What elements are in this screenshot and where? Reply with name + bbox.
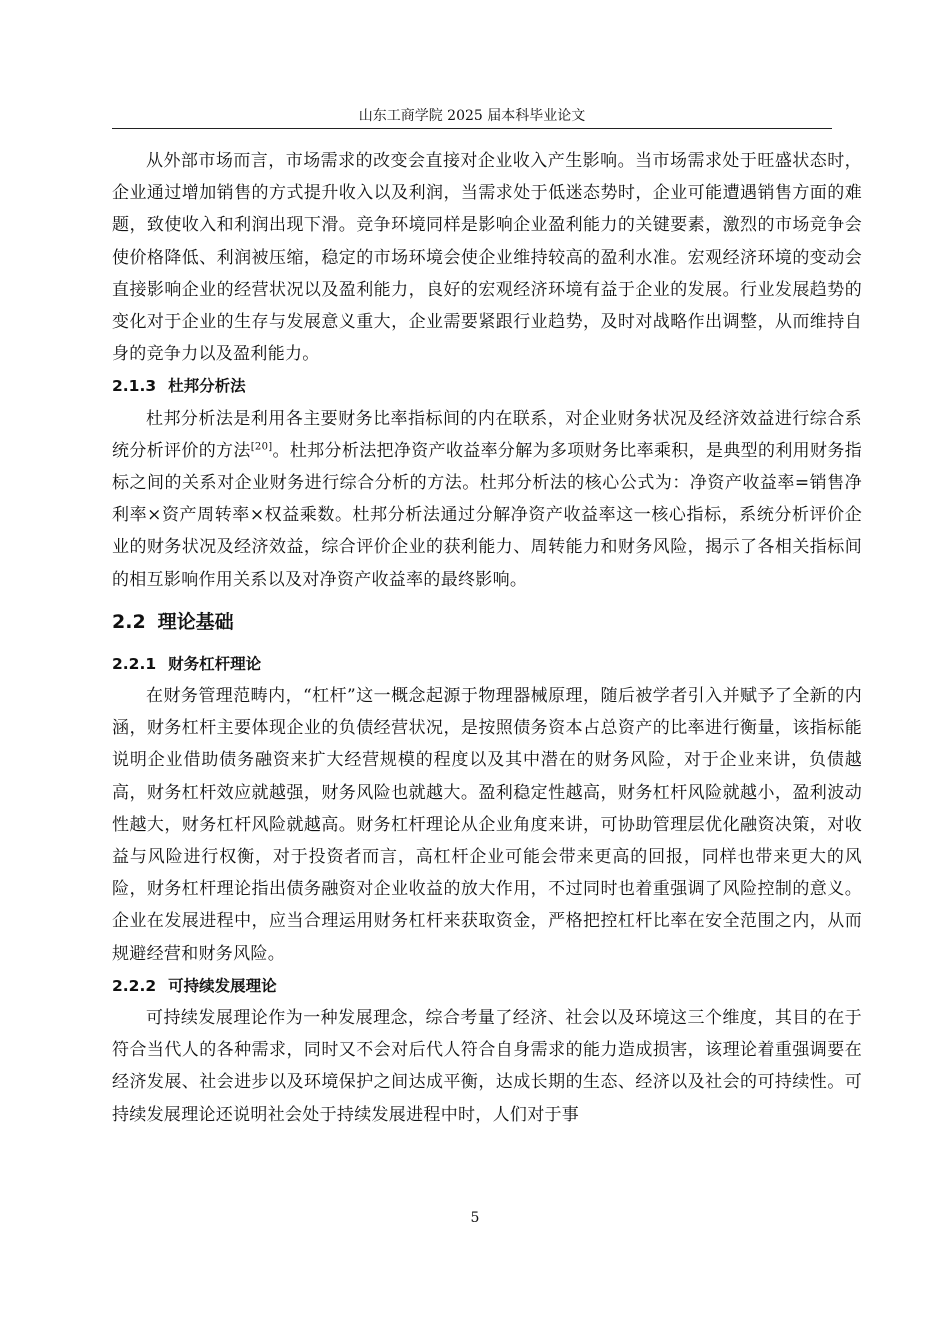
section-heading-2-2-2 <box>112 970 862 1002</box>
paragraph-text: 。杜邦分析法把净资产收益率分解为多项财务比率乘积，是典型的利用财务指标之间的关系对企业财务进行综合分析的方法。杜邦分析法的核心公式为：净资产收益率=销售净利率×资产周转率×权益乘数。杜邦分析法通过分解净资产收益率这一核心指标，系统分析评价企业的财务状况及经济效益，综合评价企业的获利能力、周转能力和财务风险，揭示了各相关指标间的相互影响作用关系以及对净资产收益率的最终影响。 <box>112 440 862 590</box>
page-number: 5 <box>470 1210 480 1226</box>
section-title: 理论基础 <box>157 610 234 633</box>
section-number: 2.2.1 <box>112 654 157 673</box>
running-header: 山东工商学院 2025 届本科毕业论文 <box>358 108 586 124</box>
section-heading-2-2 <box>112 604 862 640</box>
section-heading-2-2-1 <box>112 648 862 680</box>
section-title: 可持续发展理论 <box>168 976 277 995</box>
section-title: 财务杠杆理论 <box>168 654 262 673</box>
section-number: 2.1.3 <box>112 377 157 396</box>
paragraph-text: 杜邦分析法是利用各主要财务比率指标间的内在联系，对企业财务状况及经济效益进行综合系统分析评价的方法 <box>112 408 862 461</box>
section-heading-2-1-3 <box>112 370 862 402</box>
citation-reference: [20] <box>250 441 273 453</box>
section-title: 杜邦分析法 <box>168 377 246 396</box>
paragraph-market-environment: 从外部市场而言，市场需求的改变会直接对企业收入产生影响。当市场需求处于旺盛状态时，企业通过增加销售的方式提升收入以及利润，当需求处于低迷态势时，企业可能遭遇销售方面的难题，致使收入和利润出现下滑。竞争环境同样是影响企业盈利能力的关键要素，激烈的市场竞争会使价格降低、利润被压缩，稳定的市场环境会使企业维持较高的盈利水准。宏观经济环境的变动会直接影响企业的经营状况以及盈利能力，良好的宏观经济环境有益于企业的发展。行业发展趋势的变化对于企业的生存与发展意义重大，企业需要紧跟行业趋势，及时对战略作出调整，从而维持自身的竞争力以及盈利能力。 <box>112 151 862 365</box>
header-rule <box>112 128 832 129</box>
paragraph-financial-leverage: 在财务管理范畴内，“杠杆”这一概念起源于物理器械原理，随后被学者引入并赋予了全新的内涵，财务杠杆主要体现企业的负债经营状况，是按照债务资本占总资产的比率进行衡量，该指标能说明企业借助债务融资来扩大经营规模的程度以及其中潜在的财务风险，对于企业来讲，负债越高，财务杠杆效应就越强，财务风险也就越大。盈利稳定性越高，财务杠杆风险就越小，盈利波动性越大，财务杠杆风险就越高。财务杠杆理论从企业角度来讲，可协助管理层优化融资决策，对收益与风险进行权衡，对于投资者而言，高杠杆企业可能会带来更高的回报，同样也带来更大的风险，财务杠杆理论指出债务融资对企业收益的放大作用，不过同时也着重强调了风险控制的意义。企业在发展进程中，应当合理运用财务杠杆来获取资金，严格把控杠杆比率在安全范围之内，从而规避经营和财务风险。 <box>112 686 862 964</box>
page-body <box>112 145 862 1131</box>
section-number: 2.2 <box>112 610 146 633</box>
paragraph-dupont-analysis <box>112 403 862 596</box>
section-number: 2.2.2 <box>112 976 157 995</box>
paragraph-sustainable-development: 可持续发展理论作为一种发展理念，综合考量了经济、社会以及环境这三个维度，其目的在于符合当代人的各种需求，同时又不会对后代人符合自身需求的能力造成损害，该理论着重强调要在经济发展、社会进步以及环境保护之间达成平衡，达成长期的生态、经济以及社会的可持续性。可持续发展理论还说明社会处于持续发展进程中时，人们对于事 <box>112 1008 862 1125</box>
